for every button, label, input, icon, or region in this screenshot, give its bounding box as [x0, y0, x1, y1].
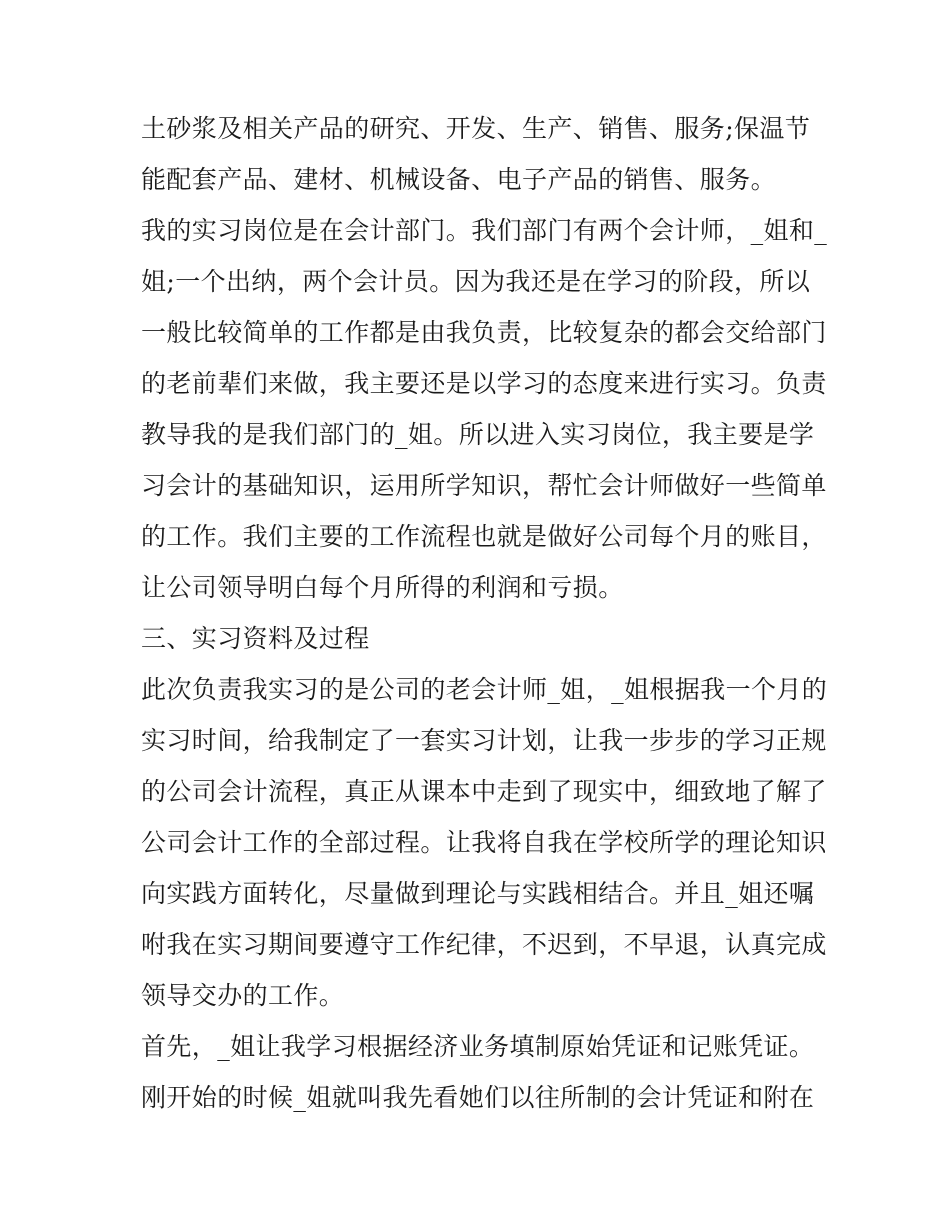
text-line: 领导交办的工作。: [141, 981, 345, 1010]
text-line: 实习时间，给我制定了一套实习计划，让我一步步的学习正规: [141, 726, 827, 755]
text-line: 刚开始的时候_姐就叫我先看她们以往所制的会计凭证和附在: [141, 1083, 815, 1112]
text-line: 的公司会计流程，真正从课本中走到了现实中，细致地了解了: [141, 777, 827, 806]
text-line: 能配套产品、建材、机械设备、电子产品的销售、服务。: [141, 165, 777, 194]
text-line: 的老前辈们来做，我主要还是以学习的态度来进行实习。负责: [141, 369, 827, 398]
text-line: 首先，_姐让我学习根据经济业务填制原始凭证和记账凭证。: [141, 1032, 815, 1061]
text-line: 向实践方面转化，尽量做到理论与实践相结合。并且_姐还嘱: [141, 879, 815, 908]
text-line: 咐我在实习期间要遵守工作纪律，不迟到，不早退，认真完成: [141, 930, 827, 959]
text-line: 我的实习岗位是在会计部门。我们部门有两个会计师，_姐和_: [141, 216, 828, 245]
body-text: [141, 103, 828, 1123]
text-line: 公司会计工作的全部过程。让我将自我在学校所学的理论知识: [141, 828, 827, 857]
text-line: 土砂浆及相关产品的研究、开发、生产、销售、服务;保温节: [141, 114, 811, 143]
text-line: 的工作。我们主要的工作流程也就是做好公司每个月的账目，: [141, 522, 827, 551]
text-line: 此次负责我实习的是公司的老会计师_姐，_姐根据我一个月的: [141, 675, 828, 704]
text-line: 一般比较简单的工作都是由我负责，比较复杂的都会交给部门: [141, 318, 827, 347]
text-line: 习会计的基础知识，运用所学知识，帮忙会计师做好一些简单: [141, 471, 827, 500]
text-line: 让公司领导明白每个月所得的利润和亏损。: [141, 573, 624, 602]
text-line: 姐;一个出纳，两个会计员。因为我还是在学习的阶段，所以: [141, 267, 811, 296]
section-heading: 三、实习资料及过程: [141, 624, 370, 653]
text-line: 教导我的是我们部门的_姐。所以进入实习岗位，我主要是学: [141, 420, 815, 449]
